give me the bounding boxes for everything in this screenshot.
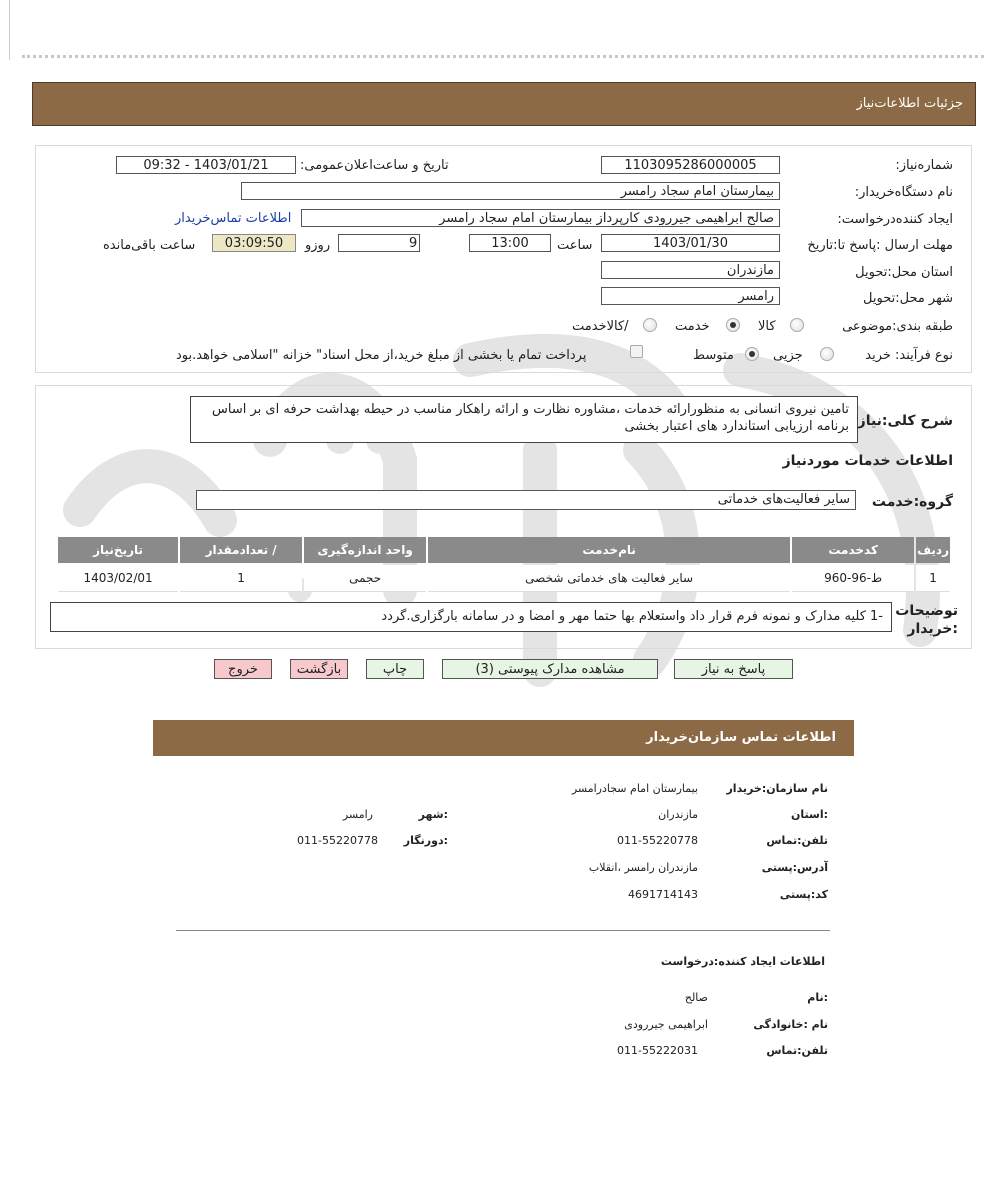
page-title: جزئیات اطلاعات‌نیاز [856, 96, 963, 111]
top-dotted-divider [22, 55, 984, 58]
contact-phone-label: تلفن:تماس [766, 834, 828, 847]
time-label: ساعت [557, 238, 593, 253]
buyer-contact-header [153, 720, 854, 756]
creator-info-title: اطلاعات ایجاد کننده:درخواست [660, 955, 825, 968]
buyer-field[interactable]: بیمارستان امام سجاد رامسر [241, 182, 780, 200]
print-button[interactable]: چاپ [366, 659, 424, 679]
treasury-payment-note: پرداخت تمام یا بخشی از مبلغ خرید،از محل اسناد" خزانه "اسلامی خواهد.بود [176, 348, 587, 363]
city-label: شهر محل:تحویل [863, 291, 953, 306]
reply-button[interactable]: پاسخ به نیاز [674, 659, 793, 679]
buyer-contact-link[interactable]: اطلاعات تماس‌خریدار [175, 211, 292, 226]
buyer-contact-title: اطلاعات تماس سازمان‌خریدار [646, 730, 836, 745]
category-goods-label: کالا [758, 319, 776, 334]
creator-field[interactable]: صالح ابراهیمی جیررودی کارپرداز بیمارستان امام سجاد رامسر [301, 209, 780, 227]
creator-phone-label: تلفن:تماس [766, 1044, 828, 1057]
org-value: بیمارستان امام سجادرامسر [571, 782, 698, 795]
process-label: نوع فرآیند: خرید [865, 348, 953, 363]
need-number-field[interactable]: 1103095286000005 [601, 156, 780, 174]
category-service-radio[interactable] [726, 318, 740, 332]
col-unit: واحد اندازه‌گیری [304, 537, 426, 563]
category-both-radio[interactable] [643, 318, 657, 332]
page-header [32, 82, 976, 126]
category-label: طبقه بندی:موضوعی [842, 319, 953, 334]
contact-address-value: مازندران رامسر ،انقلاب [588, 861, 698, 874]
service-group-field[interactable]: سایر فعالیت‌های خدماتی [196, 490, 856, 510]
contact-phone-value: 011-55220778 [617, 834, 698, 847]
creator-phone-value: 011-55222031 [617, 1044, 698, 1057]
deadline-time-field[interactable]: 13:00 [469, 234, 551, 252]
creator-family-value: ابراهیمی جیررودی [624, 1018, 708, 1031]
contact-province-value: مازندران [658, 808, 698, 821]
creator-name-label: :نام [807, 991, 828, 1004]
org-label: نام سازمان:خریدار [726, 782, 828, 795]
col-service-name: نام‌خدمت [428, 537, 790, 563]
table-row [58, 565, 950, 592]
remaining-label: ساعت باقی‌مانده [103, 238, 196, 253]
services-table [56, 535, 952, 594]
contact-province-label: :استان [791, 808, 828, 821]
deadline-label: مهلت ارسال :پاسخ تا:تاریخ [807, 238, 953, 253]
col-row: ردیف [916, 537, 950, 563]
creator-name-value: صالح [684, 991, 708, 1004]
province-label: استان محل:تحویل [855, 265, 953, 280]
need-info-panel [35, 145, 972, 373]
cell-service-name: سایر فعالیت های خدماتی شخصی [428, 565, 790, 592]
process-minor-radio[interactable] [820, 347, 834, 361]
contact-postal-label: کد:پستی [779, 888, 828, 901]
days-field[interactable]: 9 [338, 234, 420, 252]
cell-unit: حجمی [304, 565, 426, 592]
contact-divider [176, 930, 830, 931]
cell-need-date: 1403/02/01 [58, 565, 178, 592]
contact-city-label: :شهر [418, 808, 448, 821]
col-service-code: کدخدمت [792, 537, 914, 563]
services-table-header [58, 537, 950, 563]
contact-fax-label: :دورنگار [403, 834, 448, 847]
contact-postal-value: 4691714143 [628, 888, 698, 901]
process-medium-label: متوسط [693, 348, 734, 363]
category-service-label: خدمت [675, 319, 710, 334]
announce-date-field[interactable]: 1403/01/21 - 09:32 [116, 156, 296, 174]
left-edge-line [9, 0, 10, 60]
city-field[interactable]: رامسر [601, 287, 780, 305]
cell-row: 1 [916, 565, 950, 592]
deadline-date-field[interactable]: 1403/01/30 [601, 234, 780, 252]
contact-address-label: آدرس:پستی [761, 861, 828, 874]
creator-family-label: نام :خانوادگی [753, 1018, 828, 1031]
province-field[interactable]: مازندران [601, 261, 780, 279]
col-need-date: تاریخ‌نیاز [58, 537, 178, 563]
buyer-notes-label: توضیحات :خریدار [895, 603, 958, 637]
contact-fax-value: 011-55220778 [297, 834, 378, 847]
process-medium-radio[interactable] [745, 347, 759, 361]
summary-text: تامین نیروی انسانی به منظورارائه خدمات ،مشاوره نظارت و ارائه راهکار مناسب در حیطه بهداشت حرفه ای بر اساس برنامه ارزیابی استاندارد های اعتبار بخشی [190, 396, 858, 443]
remaining-time-field: 03:09:50 [212, 234, 296, 252]
service-group-label: گروه:خدمت [871, 494, 953, 510]
need-number-label: شماره‌نیاز: [895, 158, 953, 173]
buyer-label: نام دستگاه‌خریدار: [854, 185, 953, 200]
announce-label: تاریخ و ساعت‌اعلان‌عمومی: [300, 158, 449, 173]
back-button[interactable]: بازگشت [290, 659, 348, 679]
buyer-notes-text: -1 کلیه مدارک و نمونه فرم قرار داد واستعلام بها حتما مهر و امضا و در سامانه بارگزاری.گردد [50, 602, 892, 632]
treasury-payment-checkbox[interactable] [630, 345, 643, 358]
days-label: روزو [305, 238, 331, 253]
services-section-title: اطلاعات خدمات موردنیاز [782, 453, 953, 469]
exit-button[interactable]: خروج [214, 659, 272, 679]
creator-label: ایجاد کننده‌درخواست: [837, 212, 953, 227]
view-attachments-button[interactable]: مشاهده مدارک پیوستی (3) [442, 659, 658, 679]
cell-quantity: 1 [180, 565, 302, 592]
summary-label: شرح کلی:نیاز [857, 413, 953, 429]
cell-service-code: ط-96-960 [792, 565, 914, 592]
category-goods-radio[interactable] [790, 318, 804, 332]
process-minor-label: جزیی [773, 348, 803, 363]
col-quantity: / تعدادمقدار [180, 537, 302, 563]
category-both-label: /کالاخدمت [572, 319, 629, 334]
contact-city-value: رامسر [342, 808, 373, 821]
